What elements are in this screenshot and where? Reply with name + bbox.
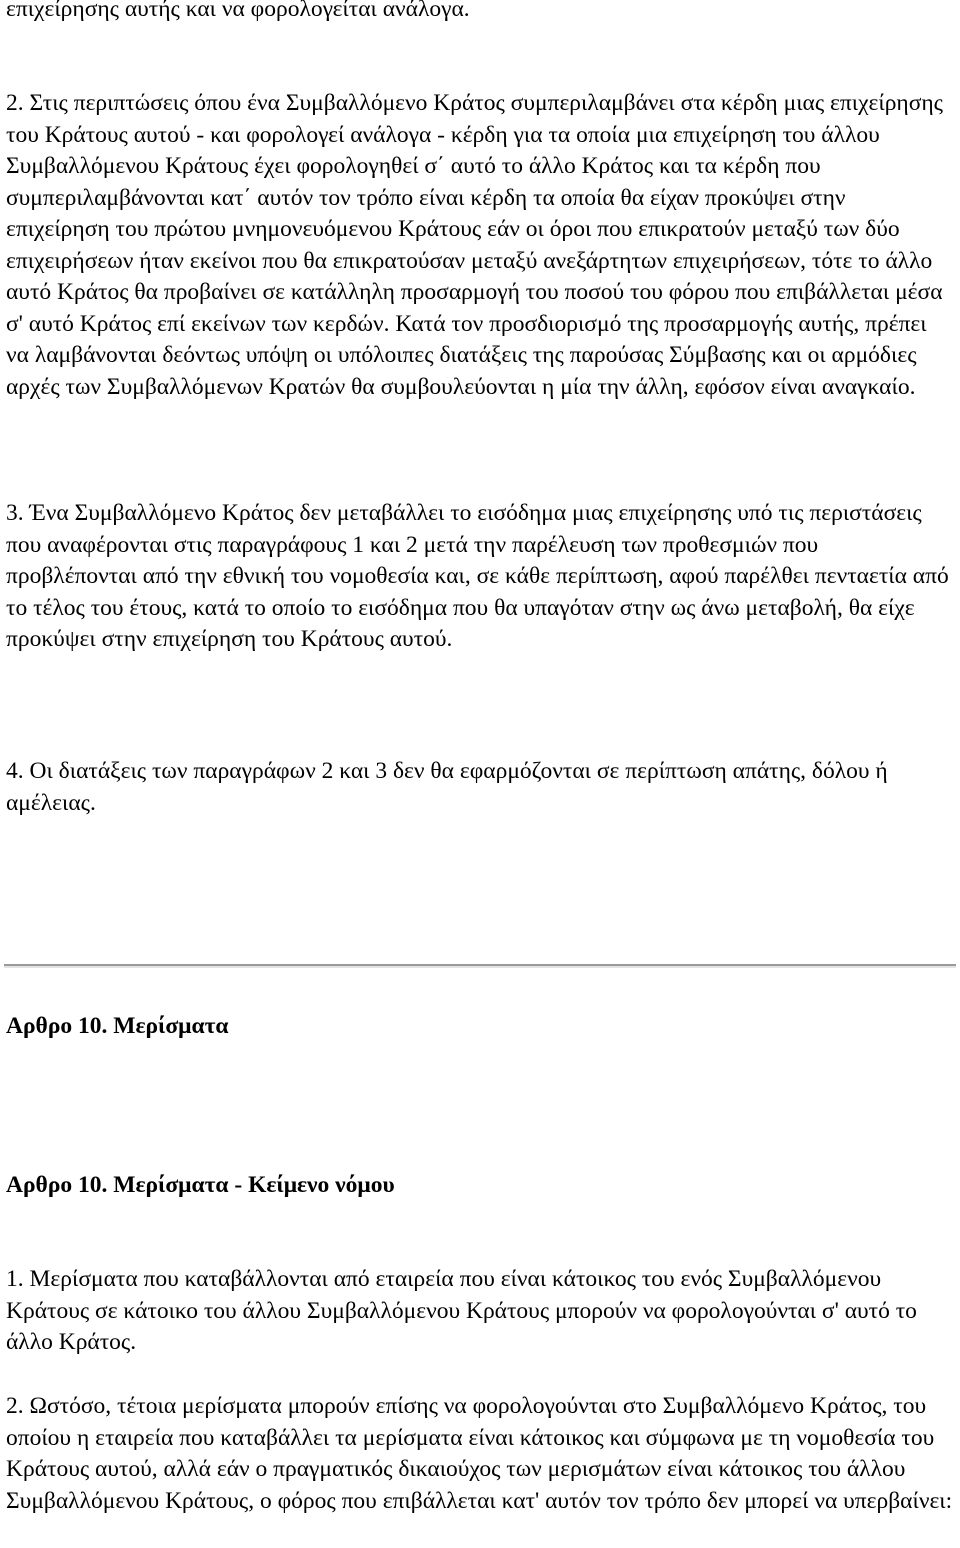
- article-heading: Αρθρο 10. Μερίσματα: [6, 1013, 229, 1039]
- horizontal-divider: [4, 964, 956, 968]
- article-text-heading: Αρθρο 10. Μερίσματα - Κείμενο νόμου: [6, 1172, 395, 1198]
- paragraph-continuation: επιχείρησης αυτής και να φορολογείται ανάλογα.: [6, 0, 470, 22]
- paragraph-2: 2. Στις περιπτώσεις όπου ένα Συμβαλλόμενο Κράτος συμπεριλαμβάνει στα κέρδη μιας επιχείρησης του Κράτους αυτού - και φορολογεί ανάλογα - κέρδη για τα οποία μια επιχείρηση του άλλου Συμβαλλόμενου Κράτους έχει φορολογηθεί σ΄ αυτό το άλλο Κράτος και τα κέρδη που συμπεριλαμβάνονται κατ΄ αυτόν τον τρόπο είναι κέρδη τα οποία θα είχαν προκύψει στην επιχείρηση του πρώτου μνημονευόμενου Κράτους εάν οι όροι που επικρατούν μεταξύ των δύο επιχειρήσεων ήταν εκείνοι που θα επικρατούσαν μεταξύ ανεξάρτητων επιχειρήσεων, τότε το άλλο αυτό Κράτος θα προβαίνει σε κατάλληλη προσαρμογή του ποσού του φόρου που επιβάλλεται μέσα σ' αυτό Κράτος επί εκείνων των κερδών. Κατά τον προσδιορισμό της προσαρμογής αυτής, πρέπει να λαμβάνονται δεόντως υπόψη οι υπόλοιπες διατάξεις της παρούσας Σύμβασης και οι αρμόδιες αρχές των Συμβαλλόμενων Κρατών θα συμβουλεύονται η μία την άλλη, εφόσον είναι αναγκαίο.: [6, 90, 943, 400]
- dividends-paragraph-1: 1. Μερίσματα που καταβάλλονται από εταιρεία που είναι κάτοικος του ενός Συμβαλλόμενου Κράτους σε κάτοικο του άλλου Συμβαλλόμενου Κράτους μπορούν να φορολογούνται σ' αυτό το άλλο Κράτος.: [6, 1266, 917, 1355]
- paragraph-3: 3. Ένα Συμβαλλόμενο Κράτος δεν μεταβάλλει το εισόδημα μιας επιχείρησης υπό τις περιστάσεις που αναφέρονται στις παραγράφους 1 και 2 μετά την παρέλευση των προθεσμιών που προβλέπονται από την εθνική του νομοθεσία και, σε κάθε περίπτωση, αφού παρέλθει πενταετία από το τέλος του έτους, κατά το οποίο το εισόδημα που θα υπαγόταν στην ως άνω μεταβολή, θα είχε προκύψει στην επιχείρηση του Κράτους αυτού.: [6, 500, 949, 652]
- dividends-paragraph-2: 2. Ωστόσο, τέτοια μερίσματα μπορούν επίσης να φορολογούνται στο Συμβαλλόμενο Κράτος, του οποίου η εταιρεία που καταβάλλει τα μερίσματα είναι κάτοικος και σύμφωνα με τη νομοθεσία του Κράτους αυτού, αλλά εάν ο πραγματικός δικαιούχος των μερισμάτων είναι κάτοικος του άλλου Συμβαλλόμενου Κράτους, ο φόρος που επιβάλλεται κατ' αυτόν τον τρόπο δεν μπορεί να υπερβαίνει:: [6, 1393, 953, 1514]
- paragraph-4: 4. Οι διατάξεις των παραγράφων 2 και 3 δεν θα εφαρμόζονται σε περίπτωση απάτης, δόλου ή αμέλειας.: [6, 758, 888, 816]
